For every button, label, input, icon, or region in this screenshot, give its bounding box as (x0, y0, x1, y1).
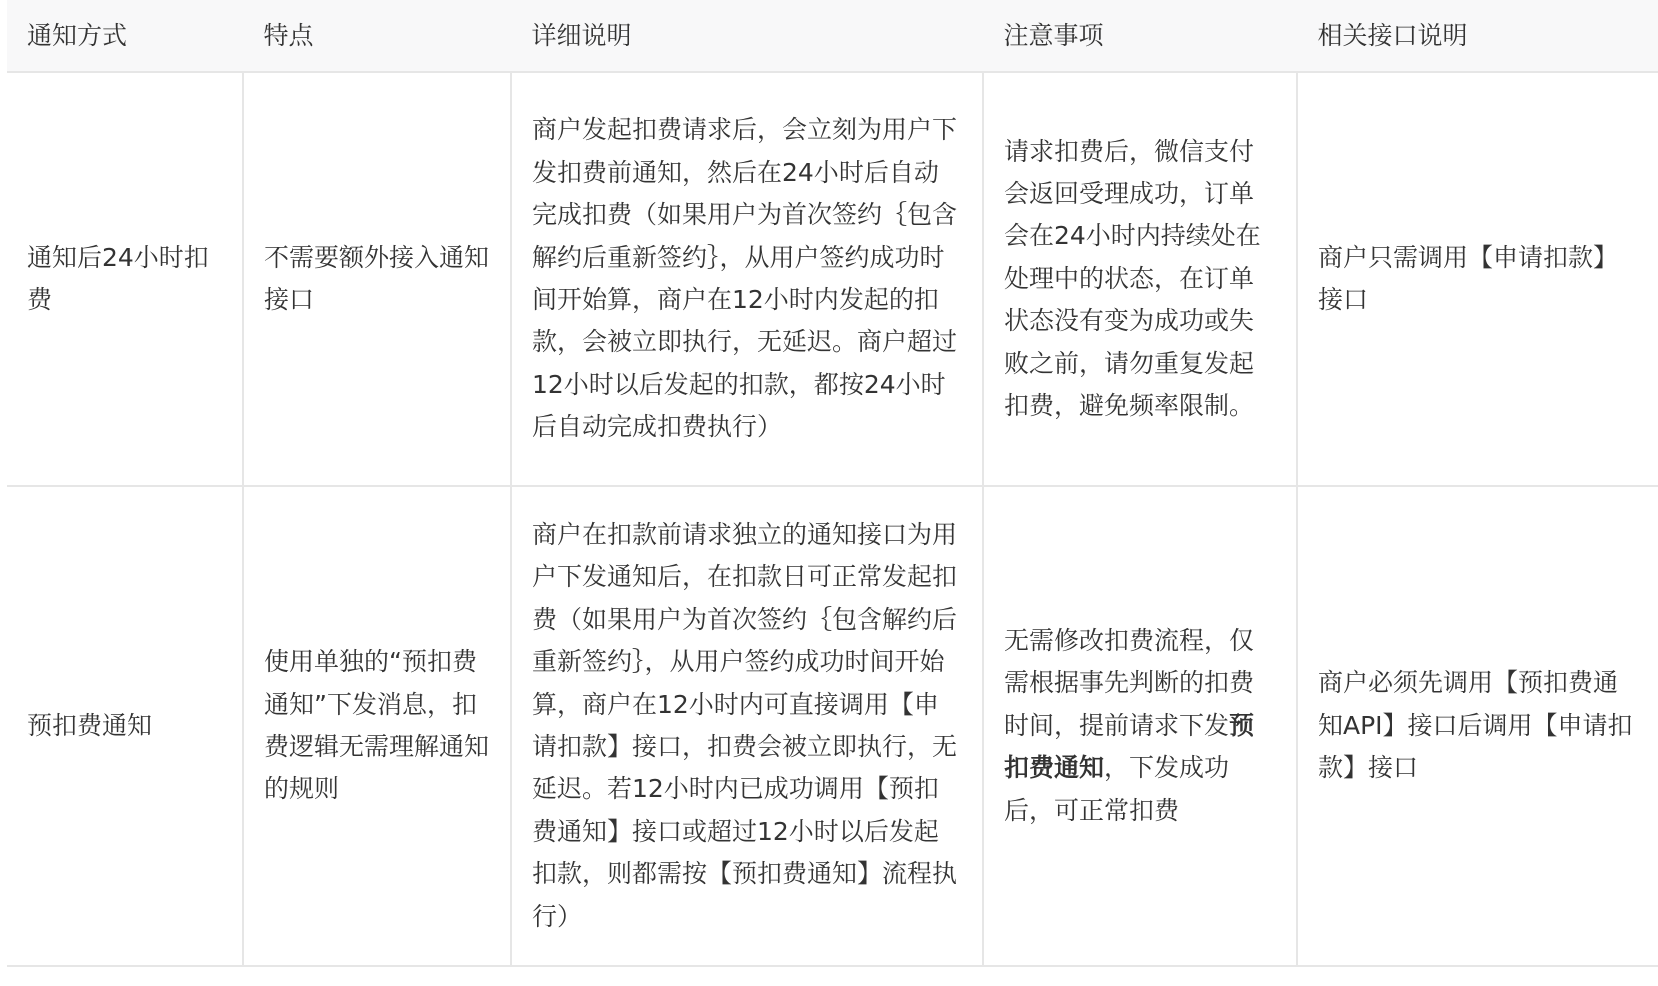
column-header-api: 相关接口说明 (1297, 0, 1658, 72)
table-header (7, 0, 1658, 72)
notes-emphasis: 预扣费通知 (1004, 710, 1255, 783)
cell-feature: 使用单独的“预扣费通知”下发消息，扣费逻辑无需理解通知的规则 (243, 486, 511, 966)
column-header-feature: 特点 (243, 0, 511, 72)
notification-methods-table (7, 0, 1658, 967)
notes-text-tail: ，下发成功后，可正常扣费 (1004, 753, 1230, 825)
cell-method: 通知后24小时扣费 (7, 72, 243, 486)
cell-method: 预扣费通知 (7, 486, 243, 966)
cell-detail: 商户在扣款前请求独立的通知接口为用户下发通知后，在扣款日可正常发起扣费（如果用户为首次签约｛包含解约后重新签约｝，从用户签约成功时间开始算，商户在12小时内可直接调用【申请扣款】接口，扣费会被立即执行，无延迟。若12小时内已成功调用【预扣费通知】接口或超过12小时以后发起扣款，则都需按【预扣费通知】流程执行） (511, 486, 983, 966)
table-body (7, 72, 1658, 966)
cell-feature: 不需要额外接入通知接口 (243, 72, 511, 486)
header-row (7, 0, 1658, 72)
table-row (7, 486, 1658, 966)
cell-notes (983, 486, 1297, 966)
column-header-method: 通知方式 (7, 0, 243, 72)
notes-text: 无需修改扣费流程，仅需根据事先判断的扣费时间，提前请求下发 (1004, 625, 1255, 740)
column-header-notes: 注意事项 (983, 0, 1297, 72)
cell-api: 商户只需调用【申请扣款】接口 (1297, 72, 1658, 486)
cell-detail: 商户发起扣费请求后，会立刻为用户下发扣费前通知，然后在24小时后自动完成扣费（如果用户为首次签约｛包含解约后重新签约｝，从用户签约成功时间开始算，商户在12小时内发起的扣款，会被立即执行，无延迟。商户超过12小时以后发起的扣款，都按24小时后自动完成扣费执行） (511, 72, 983, 486)
cell-notes: 请求扣费后，微信支付会返回受理成功，订单会在24小时内持续处在处理中的状态，在订单状态没有变为成功或失败之前，请勿重复发起扣费，避免频率限制。 (983, 72, 1297, 486)
cell-api: 商户必须先调用【预扣费通知API】接口后调用【申请扣款】接口 (1297, 486, 1658, 966)
table-row (7, 72, 1658, 486)
column-header-detail: 详细说明 (511, 0, 983, 72)
